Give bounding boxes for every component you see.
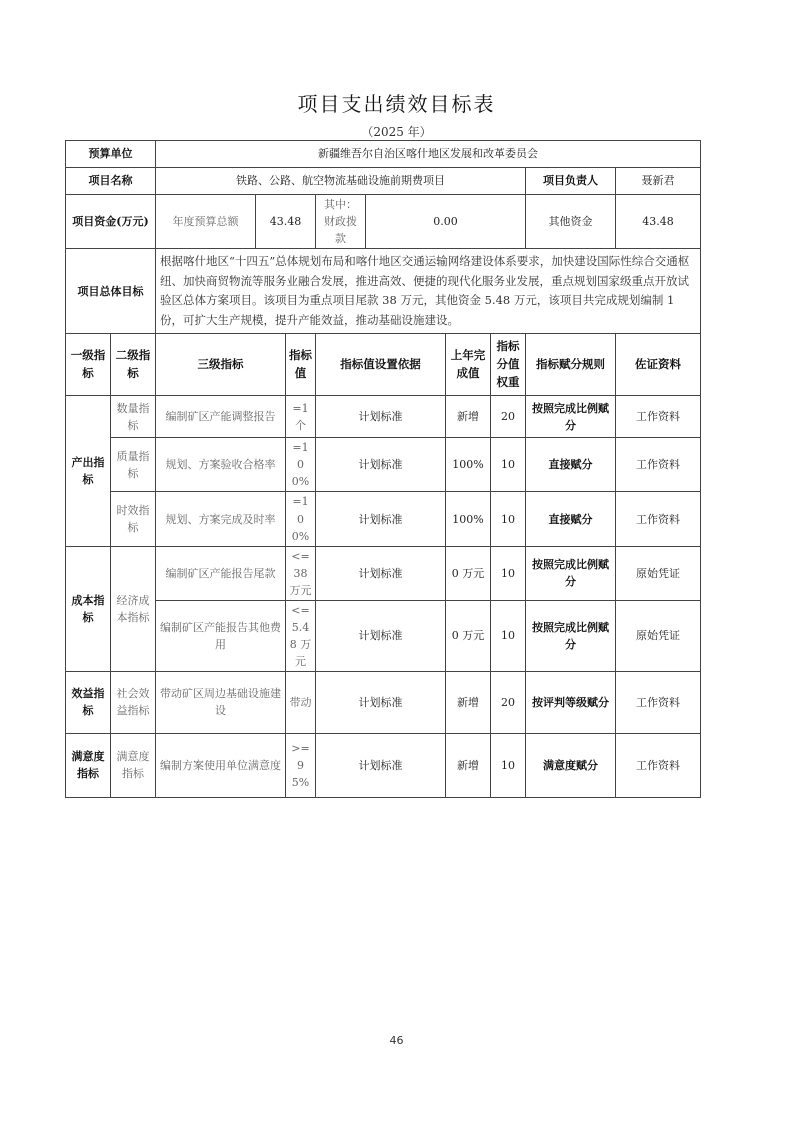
basis-cell: 计划标准 [316, 396, 446, 438]
table-row [66, 492, 701, 546]
value-cell: =1 个 [286, 396, 316, 438]
rule-cell: 满意度赋分 [526, 733, 616, 797]
last-year-cell: 0 万元 [446, 546, 491, 600]
header-weight: 指标分值权重 [491, 334, 526, 396]
rule-cell: 按照完成比例赋分 [526, 600, 616, 671]
fiscal-value: 0.00 [366, 195, 526, 249]
budget-unit-value: 新疆维吾尔自治区喀什地区发展和改革委员会 [156, 141, 701, 168]
evidence-cell: 工作资料 [616, 492, 701, 546]
last-year-cell: 新增 [446, 733, 491, 797]
group-cost-label: 成本指标 [66, 546, 111, 671]
weight-cell: 10 [491, 438, 526, 492]
page-title: 项目支出绩效目标表 [297, 92, 496, 116]
header-level3: 三级指标 [156, 334, 286, 396]
performance-table [65, 140, 701, 798]
project-leader-value: 聂新君 [616, 168, 701, 195]
rule-cell: 按照完成比例赋分 [526, 396, 616, 438]
last-year-cell: 100% [446, 438, 491, 492]
project-name-row [66, 168, 701, 195]
table-row [66, 396, 701, 438]
header-rule: 指标赋分规则 [526, 334, 616, 396]
evidence-cell: 工作资料 [616, 733, 701, 797]
level2-cell: 数量指标 [111, 396, 156, 438]
group-output-label: 产出指标 [66, 396, 111, 546]
level3-cell: 编制矿区产能调整报告 [156, 396, 286, 438]
level3-cell: 编制方案使用单位满意度 [156, 733, 286, 797]
evidence-cell: 工作资料 [616, 396, 701, 438]
annual-budget-label: 年度预算总额 [156, 195, 256, 249]
project-leader-label: 项目负责人 [526, 168, 616, 195]
funds-label: 项目资金(万元) [66, 195, 156, 249]
value-cell: 带动 [286, 671, 316, 733]
level3-cell: 带动矿区周边基础设施建设 [156, 671, 286, 733]
project-name-label: 项目名称 [66, 168, 156, 195]
value-cell: <=5.48 万元 [286, 600, 316, 671]
rule-cell: 直接赋分 [526, 438, 616, 492]
page-number: 46 [389, 1034, 404, 1047]
table-row [66, 438, 701, 492]
level2-cell: 满意度指标 [111, 733, 156, 797]
level2-cell: 社会效益指标 [111, 671, 156, 733]
evidence-cell: 原始凭证 [616, 546, 701, 600]
fiscal-label: 其中：财政拨款 [316, 195, 366, 249]
weight-cell: 20 [491, 671, 526, 733]
level2-cell: 时效指标 [111, 492, 156, 546]
value-cell: >=95% [286, 733, 316, 797]
value-cell: =100% [286, 492, 316, 546]
header-value: 指标值 [286, 334, 316, 396]
evidence-cell: 原始凭证 [616, 600, 701, 671]
evidence-cell: 工作资料 [616, 671, 701, 733]
header-evidence: 佐证资料 [616, 334, 701, 396]
weight-cell: 10 [491, 492, 526, 546]
basis-cell: 计划标准 [316, 438, 446, 492]
basis-cell: 计划标准 [316, 546, 446, 600]
project-name-value: 铁路、公路、航空物流基础设施前期费项目 [156, 168, 526, 195]
last-year-cell: 0 万元 [446, 600, 491, 671]
weight-cell: 20 [491, 396, 526, 438]
level2-cell: 经济成本指标 [111, 546, 156, 671]
other-funds-value: 43.48 [616, 195, 701, 249]
overall-goal-label: 项目总体目标 [66, 249, 156, 334]
table-row [66, 671, 701, 733]
weight-cell: 10 [491, 733, 526, 797]
group-benefit-label: 效益指标 [66, 671, 111, 733]
last-year-cell: 100% [446, 492, 491, 546]
budget-unit-row [66, 141, 701, 168]
last-year-cell: 新增 [446, 396, 491, 438]
evidence-cell: 工作资料 [616, 438, 701, 492]
funds-row [66, 195, 701, 249]
level3-cell: 规划、方案验收合格率 [156, 438, 286, 492]
basis-cell: 计划标准 [316, 492, 446, 546]
header-last-year: 上年完成值 [446, 334, 491, 396]
overall-goal-text: 根据喀什地区“十四五”总体规划布局和喀什地区交通运输网络建设体系要求，加快建设国际性综合交通枢纽、加快商贸物流等服务业融合发展，推进高效、便捷的现代化服务业发展，重点规划国家级重点开放试验区总体方案项目。该项目为重点项目尾款 38 万元，其他资金 5.48 万元，该项目共完成规划编制 1 份，可扩大生产规模，提升产能效益，推动基础设施建设。 [156, 249, 701, 334]
rule-cell: 按评判等级赋分 [526, 671, 616, 733]
table-row [66, 546, 701, 600]
budget-unit-label: 预算单位 [66, 141, 156, 168]
weight-cell: 10 [491, 546, 526, 600]
header-basis: 指标值设置依据 [316, 334, 446, 396]
year-label: （2025 年） [361, 125, 432, 139]
annual-budget-value: 43.48 [256, 195, 316, 249]
table-row [66, 733, 701, 797]
indicator-header-row [66, 334, 701, 396]
weight-cell: 10 [491, 600, 526, 671]
other-funds-label: 其他资金 [526, 195, 616, 249]
basis-cell: 计划标准 [316, 600, 446, 671]
group-satisfaction-label: 满意度指标 [66, 733, 111, 797]
overall-goal-row [66, 249, 701, 334]
value-cell: <=38 万元 [286, 546, 316, 600]
level3-cell: 编制矿区产能报告尾款 [156, 546, 286, 600]
header-level2: 二级指标 [111, 334, 156, 396]
value-cell: =100% [286, 438, 316, 492]
basis-cell: 计划标准 [316, 671, 446, 733]
level3-cell: 规划、方案完成及时率 [156, 492, 286, 546]
basis-cell: 计划标准 [316, 733, 446, 797]
header-level1: 一级指标 [66, 334, 111, 396]
rule-cell: 按照完成比例赋分 [526, 546, 616, 600]
rule-cell: 直接赋分 [526, 492, 616, 546]
level2-cell: 质量指标 [111, 438, 156, 492]
last-year-cell: 新增 [446, 671, 491, 733]
table-row [66, 600, 701, 671]
level3-cell: 编制矿区产能报告其他费用 [156, 600, 286, 671]
